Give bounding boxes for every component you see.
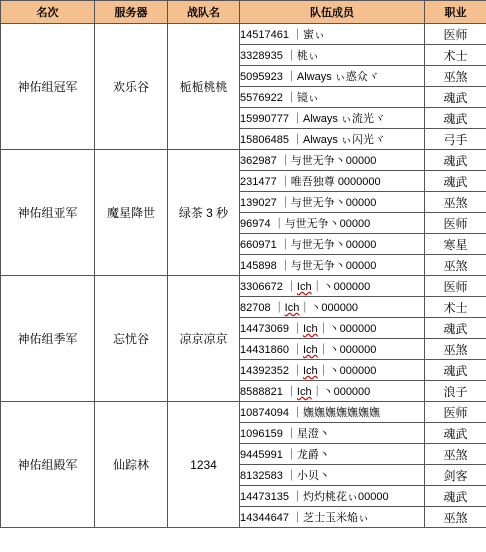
job-cell: 巫煞 [425, 507, 486, 528]
job-cell: 剑客 [425, 465, 486, 486]
member-cell: 15990777 ｜Always ぃ流光ヾ [240, 108, 425, 129]
header-rank: 名次 [1, 1, 95, 24]
job-cell: 魂武 [425, 318, 486, 339]
header-row [1, 1, 486, 24]
job-cell: 魂武 [425, 87, 486, 108]
server-cell: 忘忧谷 [95, 276, 168, 402]
job-cell: 魂武 [425, 150, 486, 171]
member-cell: 14392352 ｜Ich｜丶000000 [240, 360, 425, 381]
table-row [1, 150, 486, 171]
member-cell: 9445991 ｜龙爵丶 [240, 444, 425, 465]
member-cell: 362987 ｜与世无争丶00000 [240, 150, 425, 171]
server-cell: 仙踪林 [95, 402, 168, 528]
member-cell: 145898 ｜与世无争丶00000 [240, 255, 425, 276]
member-cell: 8132583 ｜小贝丶 [240, 465, 425, 486]
rank-cell: 神佑组亚军 [1, 150, 95, 276]
server-cell: 魔星降世 [95, 150, 168, 276]
member-cell: 96974 ｜与世无争丶00000 [240, 213, 425, 234]
job-cell: 浪子 [425, 381, 486, 402]
member-cell: 15806485 ｜Always ぃ闪光ヾ [240, 129, 425, 150]
member-cell: 14473135 ｜灼灼桃花ぃ00000 [240, 486, 425, 507]
rank-cell: 神佑组季军 [1, 276, 95, 402]
job-cell: 魂武 [425, 108, 486, 129]
job-cell: 巫煞 [425, 339, 486, 360]
member-cell: 8588821 ｜Ich｜丶000000 [240, 381, 425, 402]
job-cell: 术士 [425, 297, 486, 318]
member-cell: 14344647 ｜芝士玉米焔ぃ [240, 507, 425, 528]
member-cell: 14431860 ｜Ich｜丶000000 [240, 339, 425, 360]
member-cell: 660971 ｜与世无争丶00000 [240, 234, 425, 255]
member-cell: 14473069 ｜Ich｜丶000000 [240, 318, 425, 339]
team-cell: 绿茶 3 秒 [168, 150, 240, 276]
table-body [1, 24, 486, 528]
table-row [1, 24, 486, 45]
member-cell: 82708 ｜Ich｜丶000000 [240, 297, 425, 318]
table-row [1, 402, 486, 423]
member-cell: 3328935 ｜桃ぃ [240, 45, 425, 66]
team-cell: 1234 [168, 402, 240, 528]
job-cell: 弓手 [425, 129, 486, 150]
job-cell: 巫煞 [425, 255, 486, 276]
header-job: 职业 [425, 1, 486, 24]
job-cell: 医师 [425, 276, 486, 297]
job-cell: 巫煞 [425, 66, 486, 87]
server-cell: 欢乐谷 [95, 24, 168, 150]
job-cell: 医师 [425, 402, 486, 423]
job-cell: 巫煞 [425, 192, 486, 213]
team-cell: 凉京凉京 [168, 276, 240, 402]
header-server: 服务器 [95, 1, 168, 24]
rank-cell: 神佑组殿军 [1, 402, 95, 528]
job-cell: 术士 [425, 45, 486, 66]
member-cell: 5576922 ｜镜ぃ [240, 87, 425, 108]
team-cell: 栀栀桃桃 [168, 24, 240, 150]
header-members: 队伍成员 [240, 1, 425, 24]
job-cell: 魂武 [425, 486, 486, 507]
header-team: 战队名 [168, 1, 240, 24]
member-cell: 14517461 ｜蜜ぃ [240, 24, 425, 45]
member-cell: 231477 ｜唯吾独尊 0000000 [240, 171, 425, 192]
job-cell: 魂武 [425, 360, 486, 381]
rank-cell: 神佑组冠军 [1, 24, 95, 150]
job-cell: 巫煞 [425, 444, 486, 465]
job-cell: 医师 [425, 213, 486, 234]
member-cell: 139027 ｜与世无争丶00000 [240, 192, 425, 213]
job-cell: 医师 [425, 24, 486, 45]
member-cell: 5095923 ｜Always ぃ惑众ヾ [240, 66, 425, 87]
table-row [1, 276, 486, 297]
job-cell: 魂武 [425, 423, 486, 444]
member-cell: 1096159 ｜星澄丶 [240, 423, 425, 444]
job-cell: 魂武 [425, 171, 486, 192]
member-cell: 10874094 ｜嫵嫵嫵嫵嫵嫵嫵 [240, 402, 425, 423]
member-cell: 3306672 ｜Ich｜丶000000 [240, 276, 425, 297]
job-cell: 寒星 [425, 234, 486, 255]
